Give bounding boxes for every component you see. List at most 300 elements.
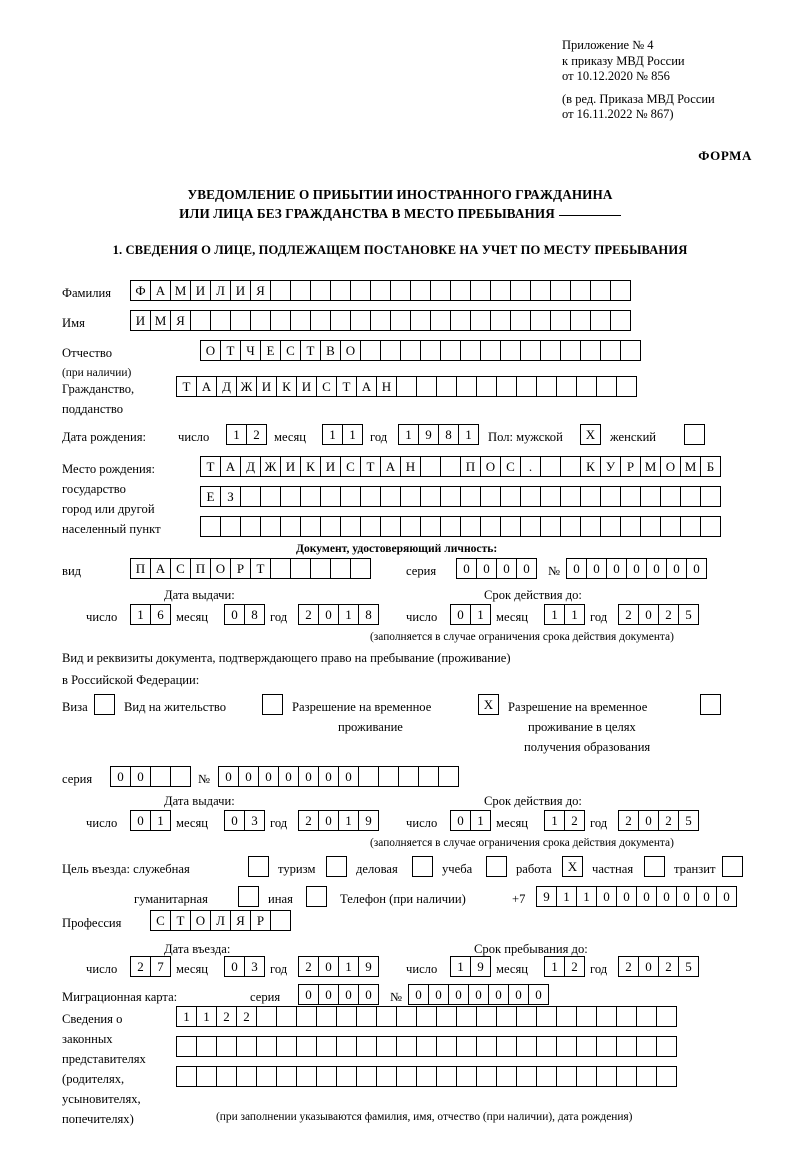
form-cell[interactable] xyxy=(530,310,551,331)
form-cell[interactable] xyxy=(260,516,281,537)
form-cell[interactable]: Ф xyxy=(130,280,151,301)
form-cell[interactable]: М xyxy=(640,456,661,477)
form-cell[interactable]: 0 xyxy=(656,886,677,907)
form-cell[interactable]: Ж xyxy=(260,456,281,477)
form-cell[interactable] xyxy=(356,1066,377,1087)
form-cell[interactable] xyxy=(216,1036,237,1057)
form-cell[interactable]: 1 xyxy=(196,1006,217,1027)
form-cell[interactable] xyxy=(410,310,431,331)
form-cell[interactable] xyxy=(400,516,421,537)
form-cell[interactable] xyxy=(316,1036,337,1057)
form-cell[interactable]: К xyxy=(276,376,297,397)
form-cell[interactable]: 2 xyxy=(658,810,679,831)
form-cell[interactable]: 0 xyxy=(238,766,259,787)
form-cell[interactable]: 8 xyxy=(438,424,459,445)
form-cell[interactable] xyxy=(270,558,291,579)
form-cell[interactable] xyxy=(596,376,617,397)
form-cell[interactable] xyxy=(540,486,561,507)
form-cell[interactable] xyxy=(270,280,291,301)
form-cell[interactable]: 5 xyxy=(678,604,699,625)
form-cell[interactable]: 0 xyxy=(528,984,549,1005)
form-cell[interactable] xyxy=(480,486,501,507)
form-cell[interactable] xyxy=(296,1006,317,1027)
form-cell[interactable] xyxy=(356,1036,377,1057)
form-cell[interactable]: 0 xyxy=(508,984,529,1005)
form-cell[interactable] xyxy=(460,340,481,361)
form-cell[interactable] xyxy=(460,516,481,537)
form-cell[interactable] xyxy=(326,856,347,877)
form-cell[interactable]: П xyxy=(460,456,481,477)
form-cell[interactable] xyxy=(276,1036,297,1057)
form-cell[interactable] xyxy=(396,1066,417,1087)
stay-issue-month-input[interactable] xyxy=(224,810,264,831)
form-cell[interactable] xyxy=(490,280,511,301)
form-cell[interactable] xyxy=(516,1006,537,1027)
identity-doc-series-input[interactable] xyxy=(456,558,536,579)
form-cell[interactable]: 0 xyxy=(298,984,319,1005)
form-cell[interactable] xyxy=(360,340,381,361)
form-cell[interactable]: 0 xyxy=(338,766,359,787)
identity-doc-number-input[interactable] xyxy=(566,558,706,579)
form-cell[interactable] xyxy=(530,280,551,301)
form-cell[interactable]: 0 xyxy=(130,810,151,831)
residence-permit-checkbox[interactable] xyxy=(262,694,282,715)
form-cell[interactable] xyxy=(280,516,301,537)
form-cell[interactable] xyxy=(596,1006,617,1027)
form-cell[interactable]: Л xyxy=(210,910,231,931)
form-cell[interactable] xyxy=(570,280,591,301)
form-cell[interactable] xyxy=(330,558,351,579)
form-cell[interactable] xyxy=(700,694,721,715)
identity-doc-type-input[interactable] xyxy=(130,558,370,579)
form-cell[interactable] xyxy=(470,310,491,331)
form-cell[interactable] xyxy=(520,340,541,361)
form-cell[interactable]: 1 xyxy=(544,956,565,977)
form-cell[interactable]: 1 xyxy=(226,424,247,445)
form-cell[interactable]: Е xyxy=(200,486,221,507)
purpose-work-checkbox[interactable] xyxy=(562,856,582,877)
form-cell[interactable] xyxy=(400,486,421,507)
form-cell[interactable] xyxy=(390,310,411,331)
form-cell[interactable] xyxy=(440,340,461,361)
form-cell[interactable] xyxy=(398,766,419,787)
form-cell[interactable] xyxy=(400,340,421,361)
form-cell[interactable]: 0 xyxy=(638,604,659,625)
form-cell[interactable] xyxy=(496,1066,517,1087)
stay-year-input[interactable] xyxy=(618,956,698,977)
form-cell[interactable] xyxy=(300,486,321,507)
form-cell[interactable] xyxy=(536,376,557,397)
form-cell[interactable] xyxy=(248,856,269,877)
form-cell[interactable] xyxy=(396,1006,417,1027)
form-cell[interactable]: Р xyxy=(230,558,251,579)
form-cell[interactable]: И xyxy=(296,376,317,397)
form-cell[interactable]: Б xyxy=(700,456,721,477)
form-cell[interactable]: И xyxy=(190,280,211,301)
form-cell[interactable] xyxy=(170,766,191,787)
birthplace-row-2[interactable] xyxy=(200,486,720,507)
form-cell[interactable] xyxy=(520,516,541,537)
form-cell[interactable]: 2 xyxy=(564,956,585,977)
form-cell[interactable]: 0 xyxy=(318,810,339,831)
form-cell[interactable]: Н xyxy=(400,456,421,477)
phone-input[interactable] xyxy=(536,886,736,907)
form-cell[interactable] xyxy=(576,1006,597,1027)
form-cell[interactable]: Ч xyxy=(240,340,261,361)
form-cell[interactable] xyxy=(236,1036,257,1057)
form-cell[interactable] xyxy=(660,486,681,507)
form-cell[interactable]: 2 xyxy=(564,810,585,831)
form-cell[interactable]: А xyxy=(380,456,401,477)
form-cell[interactable]: 0 xyxy=(130,766,151,787)
form-cell[interactable] xyxy=(480,516,501,537)
form-cell[interactable]: 2 xyxy=(658,956,679,977)
form-cell[interactable] xyxy=(330,310,351,331)
form-cell[interactable] xyxy=(600,340,621,361)
form-cell[interactable] xyxy=(560,486,581,507)
form-cell[interactable]: А xyxy=(150,280,171,301)
stay-day-input[interactable] xyxy=(450,956,490,977)
form-cell[interactable] xyxy=(310,280,331,301)
form-cell[interactable] xyxy=(396,376,417,397)
form-cell[interactable] xyxy=(340,516,361,537)
form-cell[interactable] xyxy=(476,376,497,397)
form-cell[interactable] xyxy=(238,886,259,907)
form-cell[interactable]: 1 xyxy=(176,1006,197,1027)
form-cell[interactable]: 0 xyxy=(318,604,339,625)
form-cell[interactable]: 0 xyxy=(496,558,517,579)
form-cell[interactable]: 0 xyxy=(448,984,469,1005)
purpose-transit-checkbox[interactable] xyxy=(722,856,742,877)
temp-residence-checkbox[interactable] xyxy=(478,694,498,715)
form-cell[interactable]: 0 xyxy=(626,558,647,579)
form-cell[interactable] xyxy=(290,310,311,331)
form-cell[interactable]: 0 xyxy=(278,766,299,787)
form-cell[interactable]: 1 xyxy=(458,424,479,445)
form-cell[interactable] xyxy=(290,558,311,579)
form-cell[interactable]: X xyxy=(562,856,583,877)
form-cell[interactable] xyxy=(360,486,381,507)
form-cell[interactable]: 0 xyxy=(646,558,667,579)
form-cell[interactable]: X xyxy=(580,424,601,445)
form-cell[interactable] xyxy=(560,340,581,361)
form-cell[interactable] xyxy=(540,456,561,477)
stay-valid-month-input[interactable] xyxy=(544,810,584,831)
form-cell[interactable] xyxy=(576,1066,597,1087)
purpose-business-checkbox[interactable] xyxy=(412,856,432,877)
form-cell[interactable] xyxy=(196,1036,217,1057)
form-cell[interactable] xyxy=(150,766,171,787)
form-cell[interactable] xyxy=(570,310,591,331)
form-cell[interactable]: 0 xyxy=(318,984,339,1005)
form-cell[interactable]: Е xyxy=(260,340,281,361)
entry-year-input[interactable] xyxy=(298,956,378,977)
form-cell[interactable]: 0 xyxy=(516,558,537,579)
form-cell[interactable]: 2 xyxy=(216,1006,237,1027)
form-cell[interactable]: X xyxy=(478,694,499,715)
form-cell[interactable]: П xyxy=(130,558,151,579)
form-cell[interactable] xyxy=(256,1066,277,1087)
form-cell[interactable] xyxy=(416,376,437,397)
form-cell[interactable] xyxy=(540,516,561,537)
form-cell[interactable]: 2 xyxy=(298,956,319,977)
form-cell[interactable]: 0 xyxy=(218,766,239,787)
form-cell[interactable] xyxy=(220,516,241,537)
form-cell[interactable]: 2 xyxy=(618,604,639,625)
form-cell[interactable]: 0 xyxy=(318,956,339,977)
stay-valid-year-input[interactable] xyxy=(618,810,698,831)
form-cell[interactable] xyxy=(680,486,701,507)
form-cell[interactable]: 0 xyxy=(318,766,339,787)
representatives-row-3[interactable] xyxy=(176,1066,676,1087)
form-cell[interactable] xyxy=(176,1036,197,1057)
form-cell[interactable]: О xyxy=(200,340,221,361)
form-cell[interactable]: 0 xyxy=(258,766,279,787)
form-cell[interactable]: С xyxy=(280,340,301,361)
identity-issue-day-input[interactable] xyxy=(130,604,170,625)
form-cell[interactable]: 1 xyxy=(556,886,577,907)
form-cell[interactable] xyxy=(240,486,261,507)
form-cell[interactable] xyxy=(256,1036,277,1057)
form-cell[interactable] xyxy=(396,1036,417,1057)
identity-valid-month-input[interactable] xyxy=(544,604,584,625)
form-cell[interactable]: 0 xyxy=(716,886,737,907)
form-cell[interactable] xyxy=(620,516,641,537)
identity-valid-day-input[interactable] xyxy=(450,604,490,625)
form-cell[interactable]: Ж xyxy=(236,376,257,397)
migration-number-input[interactable] xyxy=(408,984,548,1005)
form-cell[interactable]: У xyxy=(600,456,621,477)
form-cell[interactable] xyxy=(436,1036,457,1057)
form-cell[interactable]: 2 xyxy=(618,956,639,977)
form-cell[interactable]: 0 xyxy=(488,984,509,1005)
purpose-humanitarian-checkbox[interactable] xyxy=(238,886,258,907)
form-cell[interactable] xyxy=(420,516,441,537)
form-cell[interactable]: 1 xyxy=(576,886,597,907)
form-cell[interactable] xyxy=(660,516,681,537)
form-cell[interactable]: 1 xyxy=(470,604,491,625)
form-cell[interactable] xyxy=(616,376,637,397)
form-cell[interactable]: 2 xyxy=(130,956,151,977)
sex-male-checkbox[interactable] xyxy=(580,424,600,445)
form-cell[interactable] xyxy=(196,1066,217,1087)
form-cell[interactable] xyxy=(616,1066,637,1087)
identity-issue-month-input[interactable] xyxy=(224,604,264,625)
stay-month-input[interactable] xyxy=(544,956,584,977)
form-cell[interactable] xyxy=(636,1066,657,1087)
form-cell[interactable]: 0 xyxy=(636,886,657,907)
form-cell[interactable]: Т xyxy=(250,558,271,579)
form-cell[interactable]: О xyxy=(480,456,501,477)
form-cell[interactable] xyxy=(556,1006,577,1027)
form-cell[interactable]: М xyxy=(680,456,701,477)
identity-issue-year-input[interactable] xyxy=(298,604,378,625)
purpose-study-checkbox[interactable] xyxy=(486,856,506,877)
form-cell[interactable]: Т xyxy=(360,456,381,477)
form-cell[interactable]: 1 xyxy=(544,604,565,625)
form-cell[interactable]: З xyxy=(220,486,241,507)
visa-checkbox[interactable] xyxy=(94,694,114,715)
form-cell[interactable]: К xyxy=(580,456,601,477)
form-cell[interactable] xyxy=(490,310,511,331)
form-cell[interactable] xyxy=(516,376,537,397)
form-cell[interactable]: 0 xyxy=(450,604,471,625)
form-cell[interactable] xyxy=(350,558,371,579)
form-cell[interactable] xyxy=(456,376,477,397)
form-cell[interactable] xyxy=(276,1006,297,1027)
form-cell[interactable]: С xyxy=(150,910,171,931)
profession-input[interactable] xyxy=(150,910,290,931)
form-cell[interactable] xyxy=(336,1036,357,1057)
form-cell[interactable]: Л xyxy=(210,280,231,301)
form-cell[interactable] xyxy=(476,1006,497,1027)
form-cell[interactable] xyxy=(290,280,311,301)
form-cell[interactable]: 9 xyxy=(536,886,557,907)
form-cell[interactable]: 9 xyxy=(358,810,379,831)
form-cell[interactable]: 7 xyxy=(150,956,171,977)
form-cell[interactable] xyxy=(436,376,457,397)
form-cell[interactable]: Н xyxy=(376,376,397,397)
form-cell[interactable] xyxy=(640,516,661,537)
form-cell[interactable]: С xyxy=(316,376,337,397)
form-cell[interactable] xyxy=(420,340,441,361)
form-cell[interactable]: Я xyxy=(170,310,191,331)
form-cell[interactable]: Я xyxy=(230,910,251,931)
form-cell[interactable] xyxy=(176,1066,197,1087)
form-cell[interactable] xyxy=(250,310,271,331)
form-cell[interactable] xyxy=(520,486,541,507)
form-cell[interactable] xyxy=(556,376,577,397)
form-cell[interactable]: 0 xyxy=(616,886,637,907)
form-cell[interactable] xyxy=(410,280,431,301)
edu-residence-checkbox[interactable] xyxy=(700,694,720,715)
form-cell[interactable]: 0 xyxy=(338,984,359,1005)
form-cell[interactable]: А xyxy=(196,376,217,397)
name-input[interactable] xyxy=(130,310,630,331)
form-cell[interactable]: В xyxy=(320,340,341,361)
form-cell[interactable]: 5 xyxy=(678,810,699,831)
form-cell[interactable] xyxy=(306,886,327,907)
form-cell[interactable] xyxy=(486,856,507,877)
form-cell[interactable] xyxy=(416,1036,437,1057)
form-cell[interactable]: 0 xyxy=(566,558,587,579)
form-cell[interactable]: С xyxy=(340,456,361,477)
form-cell[interactable]: 1 xyxy=(450,956,471,977)
form-cell[interactable] xyxy=(418,766,439,787)
form-cell[interactable] xyxy=(500,340,521,361)
form-cell[interactable] xyxy=(560,456,581,477)
form-cell[interactable]: 1 xyxy=(130,604,151,625)
purpose-other-checkbox[interactable] xyxy=(306,886,326,907)
form-cell[interactable] xyxy=(416,1066,437,1087)
form-cell[interactable]: Д xyxy=(240,456,261,477)
form-cell[interactable]: Д xyxy=(216,376,237,397)
form-cell[interactable]: 0 xyxy=(638,956,659,977)
representatives-row-2[interactable] xyxy=(176,1036,676,1057)
form-cell[interactable] xyxy=(260,486,281,507)
form-cell[interactable] xyxy=(440,486,461,507)
form-cell[interactable] xyxy=(376,1006,397,1027)
form-cell[interactable] xyxy=(476,1036,497,1057)
form-cell[interactable] xyxy=(240,516,261,537)
form-cell[interactable] xyxy=(436,1066,457,1087)
form-cell[interactable] xyxy=(358,766,379,787)
form-cell[interactable]: 6 xyxy=(150,604,171,625)
form-cell[interactable] xyxy=(510,310,531,331)
purpose-private-checkbox[interactable] xyxy=(644,856,664,877)
form-cell[interactable]: А xyxy=(150,558,171,579)
form-cell[interactable] xyxy=(722,856,743,877)
purpose-service-checkbox[interactable] xyxy=(248,856,268,877)
form-cell[interactable] xyxy=(310,310,331,331)
form-cell[interactable] xyxy=(436,1006,457,1027)
form-cell[interactable]: 5 xyxy=(678,956,699,977)
form-cell[interactable]: 0 xyxy=(428,984,449,1005)
birth-month-input[interactable] xyxy=(322,424,362,445)
form-cell[interactable]: 1 xyxy=(564,604,585,625)
form-cell[interactable]: 2 xyxy=(246,424,267,445)
form-cell[interactable] xyxy=(700,516,721,537)
form-cell[interactable] xyxy=(370,310,391,331)
form-cell[interactable] xyxy=(360,516,381,537)
form-cell[interactable]: 0 xyxy=(358,984,379,1005)
form-cell[interactable] xyxy=(456,1006,477,1027)
form-cell[interactable]: И xyxy=(256,376,277,397)
form-cell[interactable] xyxy=(330,280,351,301)
form-cell[interactable]: Т xyxy=(220,340,241,361)
form-cell[interactable] xyxy=(540,340,561,361)
form-cell[interactable]: 0 xyxy=(224,956,245,977)
form-cell[interactable] xyxy=(200,516,221,537)
form-cell[interactable] xyxy=(500,486,521,507)
migration-series-input[interactable] xyxy=(298,984,378,1005)
purpose-tourism-checkbox[interactable] xyxy=(326,856,346,877)
form-cell[interactable]: А xyxy=(220,456,241,477)
form-cell[interactable] xyxy=(636,1006,657,1027)
form-cell[interactable]: О xyxy=(210,558,231,579)
form-cell[interactable]: 0 xyxy=(476,558,497,579)
form-cell[interactable] xyxy=(470,280,491,301)
form-cell[interactable]: М xyxy=(150,310,171,331)
form-cell[interactable]: 2 xyxy=(298,810,319,831)
form-cell[interactable] xyxy=(350,280,371,301)
form-cell[interactable]: О xyxy=(190,910,211,931)
form-cell[interactable] xyxy=(280,486,301,507)
form-cell[interactable] xyxy=(296,1036,317,1057)
form-cell[interactable] xyxy=(700,486,721,507)
form-cell[interactable]: 3 xyxy=(244,956,265,977)
form-cell[interactable] xyxy=(350,310,371,331)
form-cell[interactable] xyxy=(216,1066,237,1087)
form-cell[interactable]: 3 xyxy=(244,810,265,831)
birth-day-input[interactable] xyxy=(226,424,266,445)
form-cell[interactable] xyxy=(262,694,283,715)
form-cell[interactable]: 0 xyxy=(224,604,245,625)
form-cell[interactable] xyxy=(550,280,571,301)
form-cell[interactable]: 0 xyxy=(596,886,617,907)
form-cell[interactable] xyxy=(460,486,481,507)
form-cell[interactable] xyxy=(684,424,705,445)
form-cell[interactable]: 0 xyxy=(686,558,707,579)
form-cell[interactable] xyxy=(550,310,571,331)
form-cell[interactable] xyxy=(480,340,501,361)
form-cell[interactable] xyxy=(412,856,433,877)
patronymic-input[interactable] xyxy=(200,340,640,361)
form-cell[interactable]: 9 xyxy=(418,424,439,445)
form-cell[interactable] xyxy=(496,1036,517,1057)
form-cell[interactable]: 1 xyxy=(544,810,565,831)
form-cell[interactable]: А xyxy=(356,376,377,397)
